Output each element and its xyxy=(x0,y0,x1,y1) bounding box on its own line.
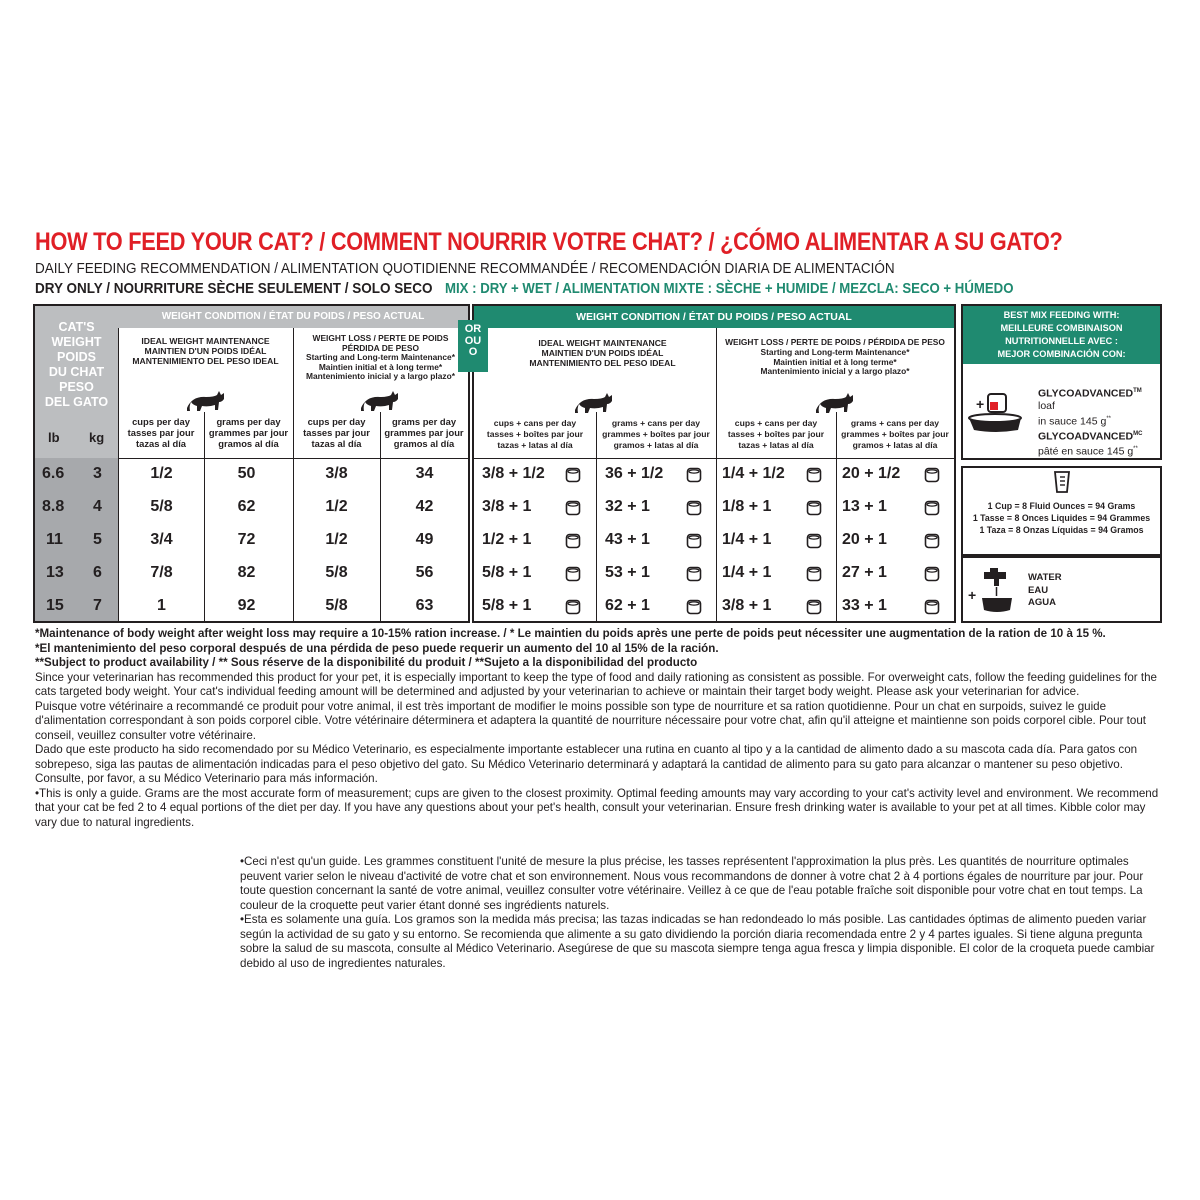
weight-kg: 5 xyxy=(93,531,102,548)
header-line: grammes + boîtes par jour xyxy=(841,429,949,439)
header-line: tasses + boîtes par jour xyxy=(486,429,584,439)
header-line: gramos al día xyxy=(218,438,279,449)
dry-ideal-cups: 1 xyxy=(157,597,166,614)
can-icon xyxy=(565,566,581,582)
header-line: IDEAL WEIGHT MAINTENANCE xyxy=(538,338,667,348)
header-line: tasses + boîtes par jour xyxy=(727,429,825,439)
unit-kg-label: kg xyxy=(89,430,105,445)
mix-ideal-cups-header xyxy=(474,418,596,451)
dry-ideal-cups: 5/8 xyxy=(150,498,173,515)
water-line: WATER xyxy=(1028,572,1062,583)
page-subtitle: DAILY FEEDING RECOMMENDATION / ALIMENTATION QUOTIDIENNE RECOMMANDÉE / RECOMENDACIÓN DIARIA DE ALIMENTACIÓN xyxy=(35,260,895,277)
header-line: IDEAL WEIGHT MAINTENANCE xyxy=(141,336,270,346)
cat-loss-icon xyxy=(358,388,402,414)
product-2 xyxy=(1038,428,1160,443)
dry-loss-grams: 34 xyxy=(415,465,434,482)
can-icon xyxy=(686,566,702,582)
mix-loss-cups: 1/4 + 1/2 xyxy=(722,465,785,482)
mix-weight-condition-header: WEIGHT CONDITION / ÉTAT DU POIDS / PESO ACTUAL xyxy=(474,306,954,328)
cat-weight-line: DU CHAT xyxy=(48,365,105,379)
or-line: OU xyxy=(464,334,482,347)
header-line: BEST MIX FEEDING WITH: xyxy=(1003,310,1120,320)
dry-ideal-header xyxy=(118,336,293,366)
weight-lb: 15 xyxy=(46,597,64,614)
header-line: PÉRDIDA DE PESO xyxy=(342,342,419,353)
product-2-name: GLYCOADVANCED xyxy=(1038,430,1134,442)
mix-loss-cups-header xyxy=(716,418,836,451)
mix-loss-grams: 33 + 1 xyxy=(842,597,887,614)
cat-weight-line: PESO xyxy=(59,380,94,394)
header-line: NUTRITIONNELLE AVEC : xyxy=(1005,336,1118,346)
measuring-cup-icon xyxy=(1051,470,1073,494)
can-icon xyxy=(686,533,702,549)
can-icon xyxy=(924,533,940,549)
dry-weight-condition-header: WEIGHT CONDITION / ÉTAT DU POIDS / PESO ACTUAL xyxy=(118,306,468,328)
mix-loss-cups: 1/4 + 1 xyxy=(722,564,772,581)
paragraph-es: Dado que este producto ha sido recomendado por su Médico Veterinario, es especialmente importante establecer una rutina en cuanto al tipo y a la cantidad de alimento dado a su mascota cada día. Para gatos con sobrepeso, siga las pautas de alimentación indicadas para el peso objetivo del gato. Su Médico Veterinario determinará y adaptará la cantidad de alimento para su gato para alcanzar o mantener su peso objetivo. Consulte, por favor, a su Médico Veterinario para más información. xyxy=(35,743,1138,785)
header-line: MEJOR COMBINACIÓN CON: xyxy=(997,349,1126,359)
dry-loss-grams-header xyxy=(380,416,468,449)
weight-lb: 13 xyxy=(46,564,64,581)
can-icon xyxy=(565,533,581,549)
weight-kg: 7 xyxy=(93,597,102,614)
dry-ideal-cups-header xyxy=(118,416,204,449)
dry-ideal-cups: 3/4 xyxy=(150,531,173,548)
mix-ideal-cups: 5/8 + 1 xyxy=(482,564,532,581)
svg-text:+: + xyxy=(968,587,977,603)
header-line: MAINTIEN D'UN POIDS IDÉAL xyxy=(541,348,664,358)
can-icon xyxy=(686,599,702,615)
product-1-size: in sauce 145 g xyxy=(1038,415,1107,427)
dry-ideal-grams: 50 xyxy=(237,465,256,482)
header-line: tazas al día xyxy=(135,438,187,449)
mix-ideal-header xyxy=(490,338,715,368)
can-icon xyxy=(565,467,581,483)
header-line: grammes par jour xyxy=(384,427,464,438)
bowl-with-can-icon xyxy=(966,388,1036,434)
paragraph-fr: Puisque votre vétérinaire a recommandé ce produit pour votre animal, il est très important de modifier le moins possible son type de nourriture et sa ration quotidienne. Pour un chat en surpoids, suivez le guide d'alimentation correspondant à son poids corporel cible. Votre vétérinaire déterminera et adaptera la quantité de nourriture nécessaire pour votre chat, afin qu'il atteigne et maintienne son poids corporel cible. Pour tout conseil, veuillez consulter votre vétérinaire. xyxy=(35,699,1147,742)
header-line: Starting and Long-term Maintenance* xyxy=(760,346,910,357)
mix-loss-grams-header xyxy=(836,418,954,451)
weight-lb: 8.8 xyxy=(42,498,65,515)
header-line: Mantenimiento inicial y a largo plazo* xyxy=(306,371,455,382)
dry-loss-cups: 1/2 xyxy=(325,531,348,548)
can-icon xyxy=(806,599,822,615)
mix-loss-cups: 3/8 + 1 xyxy=(722,597,772,614)
dry-ideal-grams: 72 xyxy=(237,531,256,548)
header-line: gramos + latas al día xyxy=(852,440,938,450)
divider xyxy=(836,412,837,621)
divider xyxy=(118,458,468,459)
unit-lb-label: lb xyxy=(48,430,60,445)
guide-en: •This is only a guide. Grams are the most accurate form of measurement; cups are given to the closest proximity. Optimal feeding amounts may vary according to your cat's activity level and environment. We recommend that your cat be fed 2 to 4 equal portions of the diet per day. If you have any questions about your pet's health, consult your veterinarian. Ensure fresh drinking water is available to your pet at all times. Kibble color may vary due to natural ingredients. xyxy=(35,786,1159,829)
header-line: Mantenimiento inicial y a largo plazo* xyxy=(760,366,910,377)
header-line: tasses par jour xyxy=(303,427,370,438)
dry-ideal-grams: 92 xyxy=(237,597,256,614)
water-line: EAU xyxy=(1028,584,1049,596)
header-line: MANTENIMIENTO DEL PESO IDEAL xyxy=(132,356,279,366)
divider xyxy=(380,412,381,621)
header-line: Starting and Long-term Maintenance* xyxy=(306,352,455,363)
header-line: MEILLEURE COMBINAISON xyxy=(1000,323,1123,333)
best-mix-header xyxy=(963,306,1160,364)
header-line: grams per day xyxy=(391,416,457,427)
dry-loss-grams: 63 xyxy=(415,597,434,614)
mix-loss-grams: 20 + 1 xyxy=(842,531,887,548)
dry-loss-header xyxy=(293,334,468,382)
divider xyxy=(716,328,717,621)
dry-ideal-cups: 7/8 xyxy=(150,564,173,581)
mix-ideal-cups: 3/8 + 1/2 xyxy=(482,465,545,482)
footnote-1: *Maintenance of body weight after weight loss may require a 10-15% ration increase. / * Le maintien du poids après une perte de poids peut nécessiter une augmentation de la ration de 10 à 15 %. xyxy=(35,627,1106,640)
footnote-2: *El mantenimiento del peso corporal después de una pérdida de peso puede requerir un aumento del 10 al 15% de la ración. xyxy=(35,641,719,655)
cat-ideal-icon xyxy=(184,388,228,414)
header-line: MAINTIEN D'UN POIDS IDÉAL xyxy=(144,346,267,356)
page-title: HOW TO FEED YOUR CAT? / COMMENT NOURRIR VOTRE CHAT? / ¿CÓMO ALIMENTAR A SU GATO? xyxy=(35,228,1063,256)
product-1-suffix: loaf xyxy=(1038,400,1055,412)
mix-loss-grams: 27 + 1 xyxy=(842,564,887,581)
footnotes-continued xyxy=(240,855,1162,971)
can-icon xyxy=(924,467,940,483)
footnote-3: **Subject to product availability / ** Sous réserve de la disponibilité du produit / **Sujeto a la disponibilidad del producto xyxy=(35,656,698,669)
water-tap-bowl-icon xyxy=(968,566,1018,616)
header-line: tazas + latas al día xyxy=(497,440,573,450)
header-line: Maintien initial et à long terme* xyxy=(318,361,443,372)
dry-ideal-grams-header xyxy=(204,416,293,449)
header-line: grams per day xyxy=(216,416,281,427)
header-line: WEIGHT LOSS / PERTE DE POIDS / PÉRDIDA DE PESO xyxy=(725,337,945,347)
product-2-size-mark: ** xyxy=(1133,445,1138,452)
product-2-size: pâté en sauce 145 g xyxy=(1038,445,1134,457)
paragraph-en: Since your veterinarian has recommended this product for your pet, it is especially important to keep the type of food and daily rationing as consistent as possible. For overweight cats, follow the feeding guidelines for the cats targeted body weight. Your cat's individual feeding amount will be determined and adjusted by your veterinarian to achieve or maintain their target body weight. Please ask your veterinarian for advice. xyxy=(35,670,1157,698)
can-icon xyxy=(924,566,940,582)
header-line: grams + cans per day xyxy=(850,418,940,428)
water-label xyxy=(1028,572,1062,610)
or-line: OR xyxy=(464,323,482,335)
dry-loss-cups: 3/8 xyxy=(325,465,348,482)
divider xyxy=(596,412,597,621)
weight-lb: 6.6 xyxy=(42,465,65,482)
conversion-line: 1 Taza = 8 Onzas Líquidas = 94 Gramos xyxy=(979,525,1144,535)
conversion-line: 1 Cup = 8 Fluid Ounces = 94 Grams xyxy=(987,501,1136,511)
guide-fr: •Ceci n'est qu'un guide. Les grammes constituent l'unité de mesure la plus précise, les tasses représentent l'approximation la plus près. Les quantités de nourriture optimales peuvent varier selon le niveau d'activité de votre chat et son environnement. Nous vous recommandons de donner à votre chat 2 à 4 portions égales de nourriture par jour. Pour toute question concernant la santé de votre animal, veuillez consulter votre vétérinaire. Veillez à ce que de l'eau potable fraîche soit disponible pour votre chat en tout temps. La couleur de la croquette peut varier étant donné ses ingrédients naturels. xyxy=(240,855,1144,912)
mix-ideal-grams: 43 + 1 xyxy=(605,531,650,548)
mix-heading: MIX : DRY + WET / ALIMENTATION MIXTE : SÈCHE + HUMIDE / MEZCLA: SECO + HÚMEDO xyxy=(445,280,1014,297)
mix-loss-grams: 13 + 1 xyxy=(842,498,887,515)
cat-weight-line: WEIGHT xyxy=(51,335,102,349)
mix-ideal-grams: 53 + 1 xyxy=(605,564,650,581)
dry-ideal-cups: 1/2 xyxy=(150,465,173,482)
header-line: WEIGHT LOSS / PERTE DE POIDS xyxy=(312,333,449,343)
can-icon xyxy=(686,500,702,516)
can-icon xyxy=(565,599,581,615)
can-icon xyxy=(924,500,940,516)
cat-weight-header xyxy=(35,320,118,410)
header-line: gramos al día xyxy=(393,438,455,449)
header-line: cups per day xyxy=(307,416,366,427)
weight-lb: 11 xyxy=(46,531,63,548)
product-1-mark: TM xyxy=(1133,388,1142,394)
header-line: tazas + latas al día xyxy=(738,440,814,450)
dry-loss-grams: 42 xyxy=(415,498,434,515)
header-line: tazas al día xyxy=(311,438,362,449)
mix-loss-grams: 20 + 1/2 xyxy=(842,465,901,482)
product-1-name: GLYCOADVANCED xyxy=(1038,387,1134,400)
product-1 xyxy=(1038,385,1160,413)
mix-ideal-cups: 5/8 + 1 xyxy=(482,597,532,614)
weight-kg: 6 xyxy=(93,564,102,581)
divider xyxy=(474,458,954,459)
header-line: cups + cans per day xyxy=(734,418,818,428)
header-line: gramos + latas al día xyxy=(613,440,699,450)
product-2-detail xyxy=(1038,443,1160,458)
weight-kg: 3 xyxy=(93,465,102,482)
weight-kg: 4 xyxy=(93,498,102,515)
product-2-mark: MC xyxy=(1133,430,1143,437)
dry-loss-cups: 5/8 xyxy=(325,597,348,614)
cup-conversion-text xyxy=(963,500,1160,536)
can-icon xyxy=(686,467,702,483)
mix-ideal-cups: 1/2 + 1 xyxy=(482,531,532,548)
dry-loss-cups: 1/2 xyxy=(325,498,348,515)
can-icon xyxy=(806,533,822,549)
header-line: grammes + boîtes par jour xyxy=(602,429,710,439)
divider xyxy=(204,412,205,621)
cat-weight-line: DEL GATO xyxy=(44,395,109,409)
can-icon xyxy=(806,500,822,516)
cat-weight-line: POIDS xyxy=(57,350,96,364)
header-line: MANTENIMIENTO DEL PESO IDEAL xyxy=(529,358,676,368)
can-icon xyxy=(806,566,822,582)
best-mix-products xyxy=(1038,385,1160,458)
mix-ideal-grams-header xyxy=(596,418,716,451)
header-line: grammes par jour xyxy=(208,427,289,438)
guide-es: •Esta es solamente una guía. Los gramos son la medida más precisa; las tazas indicadas se han redondeado lo más posible. Las cantidades óptimas de alimento pueden variar según la actividad de su gato y su entorno. Se recomienda que alimente a su gato dividiendo la porción diaria recomendada entre 2 y 4 partes iguales. Si tiene alguna pregunta sobre la salud de su mascota, consulte al Médico Veterinario. Asegúrese de que su mascota siempre tenga agua fresca y limpia disponible. El color de la croqueta puede cambiar debido al uso de ingredientes naturales. xyxy=(240,913,1155,970)
dry-loss-grams: 56 xyxy=(415,564,434,581)
conversion-line: 1 Tasse = 8 Onces Liquides = 94 Grammes xyxy=(972,513,1151,523)
can-icon xyxy=(806,467,822,483)
dry-ideal-grams: 82 xyxy=(237,564,256,581)
cat-mix-loss-icon xyxy=(813,390,857,416)
or-line: O xyxy=(468,346,478,358)
header-line: cups + cans per day xyxy=(493,418,577,428)
header-line: Maintien initial et à long terme* xyxy=(773,356,897,367)
mix-ideal-grams: 36 + 1/2 xyxy=(605,465,664,482)
can-icon xyxy=(565,500,581,516)
dry-only-heading: DRY ONLY / NOURRITURE SÈCHE SEULEMENT / SOLO SECO xyxy=(35,280,433,297)
dry-loss-grams: 49 xyxy=(415,531,434,548)
svg-text:+: + xyxy=(976,396,985,412)
mix-loss-cups: 1/8 + 1 xyxy=(722,498,772,515)
dry-ideal-grams: 62 xyxy=(237,498,256,515)
mix-ideal-grams: 62 + 1 xyxy=(605,597,650,614)
dry-loss-cups-header xyxy=(293,416,380,449)
footnotes xyxy=(35,627,1165,830)
mix-ideal-grams: 32 + 1 xyxy=(605,498,650,515)
product-1-size-mark: ** xyxy=(1106,415,1111,422)
can-icon xyxy=(924,599,940,615)
dry-loss-cups: 5/8 xyxy=(325,564,348,581)
header-line: tasses par jour xyxy=(127,427,195,438)
mix-loss-cups: 1/4 + 1 xyxy=(722,531,772,548)
or-badge xyxy=(458,320,488,372)
mix-loss-header xyxy=(716,338,954,377)
mix-ideal-cups: 3/8 + 1 xyxy=(482,498,532,515)
header-line: grams + cans per day xyxy=(611,418,701,428)
cat-mix-ideal-icon xyxy=(572,390,616,416)
water-line: AGUA xyxy=(1028,597,1056,608)
header-line: cups per day xyxy=(132,416,190,427)
product-1-detail xyxy=(1038,413,1160,428)
cat-weight-line: CAT'S xyxy=(58,320,95,334)
